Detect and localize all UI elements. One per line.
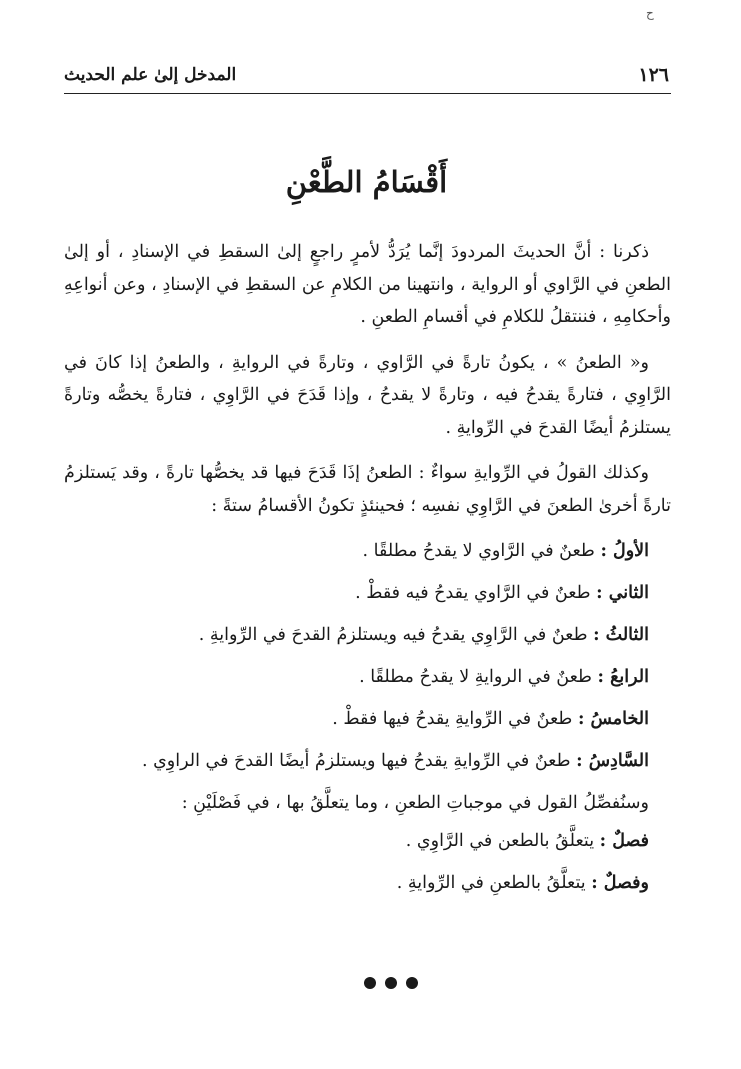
paragraph-types-of-criticism — [64, 347, 671, 445]
division-text: طعنٌ في الرَّاوي لا يقدحُ مطلقًا . — [362, 541, 595, 561]
division-item — [64, 535, 671, 567]
section-text: يتعلَّقُ بالطعنِ في الرِّوايةِ . — [396, 873, 586, 893]
sections-intro: وسنُفصِّلُ القول في موجباتِ الطعنِ ، وما يتعلَّقُ بها ، في فَصْلَيْنِ : — [181, 793, 649, 813]
chapter-title: أَقْسَامُ الطَّعْنِ — [285, 165, 448, 199]
section-label: وفصلٌ : — [591, 873, 649, 893]
division-label: الثالثُ : — [593, 625, 649, 645]
paragraph-intro — [64, 236, 671, 334]
division-label: الرابعُ : — [597, 667, 649, 687]
division-item — [64, 661, 671, 693]
division-text: طعنٌ في الرِّوايةِ يقدحُ فيها ويستلزمُ أيضًا القدحَ في الراوِي . — [141, 751, 571, 771]
ornament-dot — [406, 977, 418, 989]
corner-mark: ح — [646, 6, 654, 20]
division-item — [64, 619, 671, 651]
division-label: الخامسُ : — [577, 709, 649, 729]
page-number: ١٢٦ — [638, 64, 669, 86]
end-ornament — [64, 977, 669, 989]
book-title: المدخل إلىٰ علم الحديث — [64, 65, 237, 85]
paragraph-narration-text: وكذلك القولُ في الرِّوايةِ سواءٌ : الطعنُ إذَا قَدَحَ فيها قد يخصُّها تارةً ، وقد يَستلزمُ تارةً أخرىٰ الطعنَ في الرَّاوِي نفسِه ؛ فحينئذٍ تكونُ الأقسامُ ستةً : — [64, 463, 671, 516]
division-text: طعنٌ في الرِّوايةِ يقدحُ فيها فقطْ . — [332, 709, 573, 729]
division-text: طعنٌ في الرَّاوي يقدحُ فيه فقطْ . — [355, 583, 591, 603]
ornament-dot — [385, 977, 397, 989]
section-text: يتعلَّقُ بالطعن في الرَّاوِي . — [405, 831, 595, 851]
paragraph-types-text: و« الطعنُ » ، يكونُ تارةً في الرَّاوي ، وتارةً في الروايةِ ، والطعنُ إذا كانَ في الرَّاوِي ، فتارةً يقدحُ فيه ، وتارةً لا يقدحُ ، وإذا قَدَحَ في الرَّاوِي ، فتارةً يخصُّه وتارةً يستلزمُ أيضًا القدحَ في الرِّوايةِ . — [64, 352, 671, 438]
paragraph-narration-criticism — [64, 457, 671, 522]
division-item — [64, 745, 671, 777]
division-label: السَّادِسُ : — [576, 751, 649, 771]
section-item — [64, 825, 671, 857]
header-divider — [64, 93, 671, 94]
section-label: فصلٌ : — [599, 831, 649, 851]
division-item — [64, 577, 671, 609]
paragraph-intro-text: ذكرنا : أنَّ الحديثَ المردودَ إنَّما يُرَدُّ لأمرٍ راجعٍ إلىٰ السقطِ في الإسنادِ ، أو إلىٰ الطعنِ في الرَّاوي أو الرواية ، وانتهينا من الكلامِ عن السقطِ في الإسنادِ ، وعن أنواعِهِ وأحكامِهِ ، فننتقلُ للكلامِ في أقسامِ الطعنِ . — [64, 242, 671, 327]
division-label: الثاني : — [596, 583, 649, 603]
division-text: طعنٌ في الرَّاوِي يقدحُ فيه ويستلزمُ القدحَ في الرِّوايةِ . — [198, 625, 588, 645]
division-item — [64, 703, 671, 735]
section-item — [64, 867, 671, 899]
division-label: الأولُ : — [600, 541, 649, 561]
running-header — [64, 58, 669, 92]
body-text — [64, 236, 671, 909]
division-text: طعنٌ في الروايةِ لا يقدحُ مطلقًا . — [359, 667, 592, 687]
ornament-dot — [364, 977, 376, 989]
